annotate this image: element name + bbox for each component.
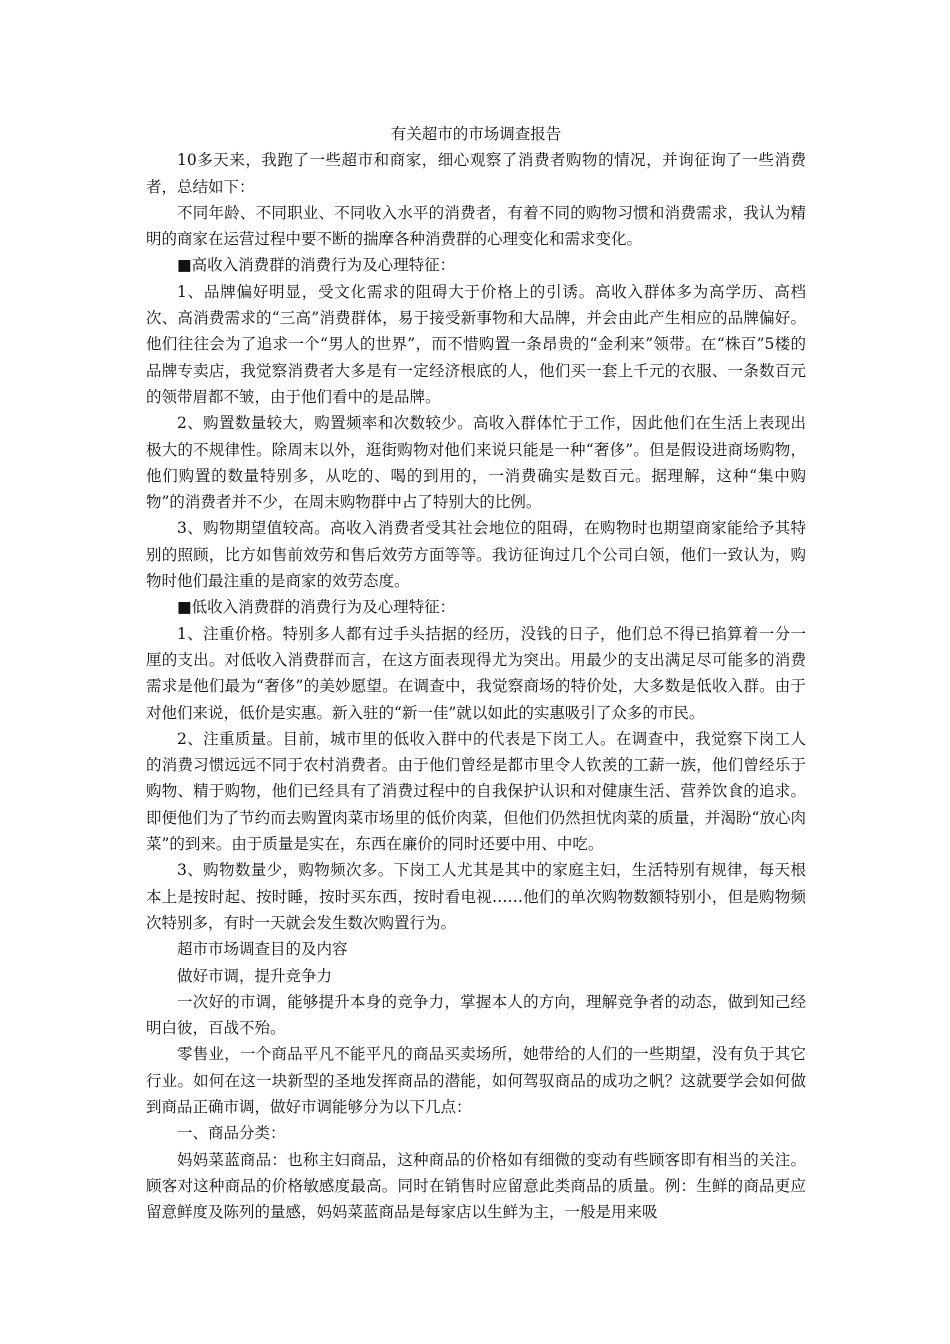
paragraph: 2、购置数量较大，购置频率和次数较少。高收入群体忙于工作，因此他们在生活上表现出极大的不规律性。除周末以外，逛街购物对他们来说只能是一种“奢侈”。但是假设进商场购物，他们购置的数量特别多，从吃的、喝的到用的，一消费确实是数百元。据理解，这种“集中购物”的消费者并不少，在周末购物群中占了特别大的比例。 (146, 414, 806, 512)
paragraph: 妈妈菜蓝商品：也称主妇商品，这种商品的价格如有细微的变动有些顾客即有相当的关注。顾客对这种商品的价格敏感度最高。同时在销售时应留意此类商品的质量。例：生鲜的商品更应留意鲜度及陈列的量感，妈妈菜蓝商品是每家店以生鲜为主，一般是用来吸 (146, 1150, 806, 1222)
paragraph: 3、购物期望值较高。高收入消费者受其社会地位的阻碍，在购物时也期望商家能给予其特别的照顾，比方如售前效劳和售后效劳方面等等。我访征询过几个公司白领，他们一致认为，购物时他们最注重的是商家的效劳态度。 (146, 519, 806, 591)
paragraph: 零售业，一个商品平凡不能平凡的商品买卖场所，她带给的人们的一些期望，没有负于其它行业。如何在这一块新型的圣地发挥商品的潜能，如何驾驭商品的成功之帆？这就要学会如何做到商品正确市调，做好市调能够分为以下几点： (146, 1045, 806, 1116)
paragraph: 2、注重质量。目前，城市里的低收入群中的代表是下岗工人。在调查中，我觉察下岗工人的消费习惯远远不同于农村消费者。由于他们曾经是都市里令人钦羡的工薪一族，他们曾经乐于购物、精于购物，他们已经具有了消费过程中的自我保护认识和对健康生活、营养饮食的追求。即便他们为了节约而去购置肉菜市场里的低价肉菜，但他们仍然担忧肉菜的质量，并渴盼“放心肉菜”的到来。由于质量是实在，东西在廉价的同时还要中用、中吃。 (146, 729, 806, 854)
paragraph: 1、品牌偏好明显，受文化需求的阻碍大于价格上的引诱。高收入群体多为高学历、高档次、高消费需求的“三高”消费群体，易于接受新事物和大品牌，并会由此产生相应的品牌偏好。他们往往会为了追求一个“男人的世界”，而不惜购置一条昂贵的“金利来”领带。在“株百”5楼的品牌专卖店，我觉察消费者大多是有一定经济根底的人，他们买一套上千元的衣服、一条数百元的领带眉都不皱，由于他们看中的是品牌。 (146, 282, 806, 406)
section-heading-high-income: ■高收入消费群的消费行为及心理特征： (177, 256, 456, 275)
document-title: 有关超市的市场调查报告 (390, 125, 562, 143)
document-body (146, 121, 806, 1225)
paragraph: 一次好的市调，能够提升本身的竞争力，掌握本人的方向，理解竞争者的动态，做到知己经明白彼，百战不殆。 (146, 992, 806, 1038)
paragraph: 1、注重价格。特别多人都有过手头拮据的经历，没钱的日子，他们总不得已掐算着一分一厘的支出。对低收入消费群而言，在这方面表现得尤为突出。用最少的支出满足尽可能多的消费需求是他们最为“奢侈”的美妙愿望。在调查中，我觉察商场的特价处，大多数是低收入群。由于对他们来说，低价是实惠。新入驻的“新一佳”就以如此的实惠吸引了众多的市民。 (146, 624, 806, 722)
section-subheading: 做好市调，提升竞争力 (177, 966, 333, 985)
section-heading-low-income: ■低收入消费群的消费行为及心理特征： (177, 598, 456, 617)
paragraph: 3、购物数量少，购物频次多。下岗工人尤其是其中的家庭主妇，生活特别有规律，每天根本上是按时起、按时睡，按时买东西，按时看电视……他们的单次购物数额特别小，但是购物频次特别多，有时一天就会发生数次购置行为。 (146, 861, 806, 932)
paragraph-intro: 10多天来，我跑了一些超市和商家，细心观察了消费者购物的情况，并询征询了一些消费者，总结如下： (146, 151, 806, 196)
section-heading-purpose: 超市市场调查目的及内容 (177, 940, 348, 959)
paragraph: 不同年龄、不同职业、不同收入水平的消费者，有着不同的购物习惯和消费需求，我认为精明的商家在运营过程中要不断的揣摩各种消费群的心理变化和需求变化。 (146, 203, 806, 249)
section-heading-classification: 一、商品分类： (177, 1124, 286, 1143)
